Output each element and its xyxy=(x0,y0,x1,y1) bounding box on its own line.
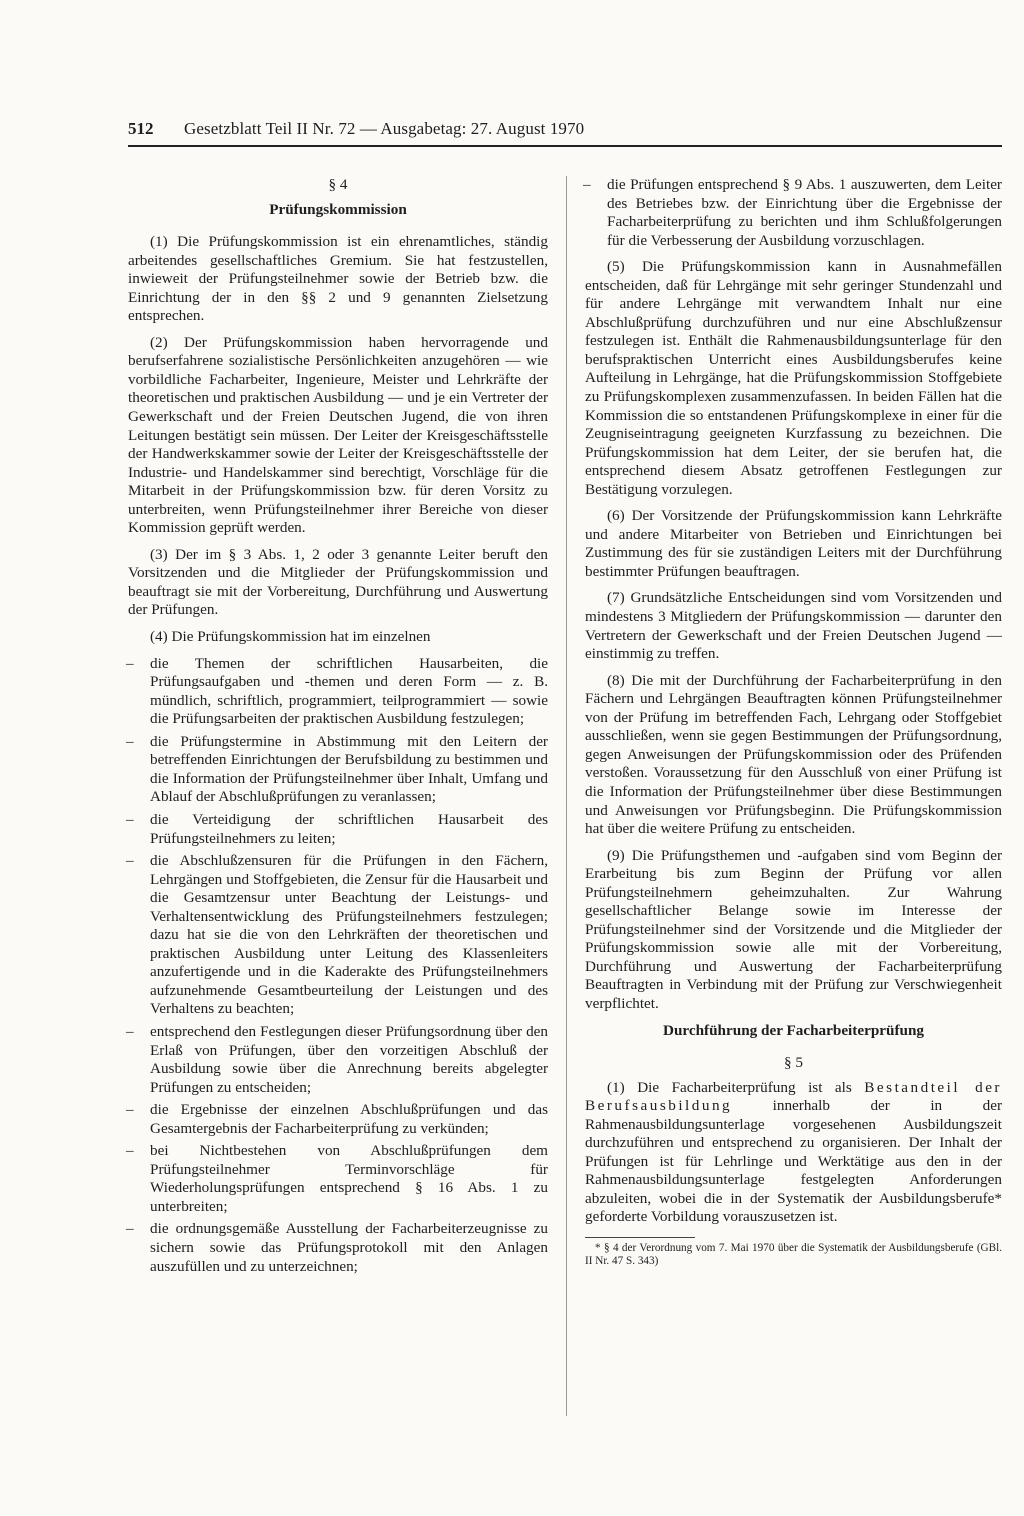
left-column xyxy=(128,176,548,1284)
list-item: – die Themen der schriftlichen Hausarbeiten, die Prüfungsaufgaben und -themen und deren Form — z. B. mündlich, schriftlich, programmiert, teilprogrammiert — sowie die Prüfungsarbeiten der praktischen Ausbildung festzulegen; xyxy=(128,655,548,729)
right-column xyxy=(585,176,1002,1268)
list-item: – die ordnungsgemäße Ausstellung der Facharbeiterzeugnisse zu sichern sowie das Prüfungsprotokoll mit den Anlagen auszufüllen und zu unterzeichnen; xyxy=(128,1220,548,1276)
list-item: – entsprechend den Festlegungen dieser Prüfungsordnung über den Erlaß von Prüfungen, über den vorzeitigen Abschluß der Ausbildung sowie über die Anrechnung bereits abgelegter Prüfungen zu entscheiden; xyxy=(128,1023,548,1097)
section-number: § 4 xyxy=(328,176,348,193)
page-number: 512 xyxy=(128,119,154,138)
section-number: § 5 xyxy=(784,1054,803,1072)
paragraph: (4) Die Prüfungskommission hat im einzelnen xyxy=(150,628,431,646)
list-item: – die Verteidigung der schriftlichen Hausarbeit des Prüfungsteilnehmers zu leiten; xyxy=(128,811,548,848)
duties-list xyxy=(128,655,548,1277)
paragraph: (6) Der Vorsitzende der Prüfungskommission kann Lehrkräfte und andere Mitarbeiter von Betrieben und Einrichtungen bei Zustimmung des für sie zuständigen Leiters mit der Durchführung bestimmter Prüfungen beauftragen. xyxy=(585,507,1002,580)
header-rule xyxy=(128,145,1002,147)
paragraph: (1) Die Prüfungskommission ist ein ehrenamtliches, ständig arbeitendes gesellschaftliches Gremium. Sie hat festzustellen, inwieweit der Prüfungsteilnehmer sowie der Betrieb bzw. die Einrichtung der in den §§ 2 und 9 genannten Zielsetzung entsprechen. xyxy=(128,233,548,325)
paragraph: (8) Die mit der Durchführung der Facharbeiterprüfung in den Fächern und Lehrgängen Beauftragten können Prüfungsteilnehmer von der Prüfung im betreffenden Fach, Lehrgang oder Stoffgebiet ausschließen, wenn sie gegen Bestimmungen der Prüfungsordnung, gegen Anweisungen der Prüfungskommission oder des Prüfenden verstoßen. Voraussetzung für den Ausschluß von einer Prüfung ist die Information der Prüfungsteilnehmer über diese Bestimmungen und Anweisungen vor Prüfungsbeginn. Die Prüfungskommission hat über die weitere Prüfung zu entscheiden. xyxy=(585,671,1002,838)
paragraph-text: innerhalb der in der Rahmenausbildungsunterlage vorgesehenen Ausbildungszeit durchzuführen und entsprechend zu organisieren. Der Inhalt der Prüfungen ist für Lehrlinge und Werktätige aus den in der Rahmenausbildungsunterlage festgelegten Anforderungen abzuleiten, wobei die in der Systematik der Ausbildungsberufe* geforderte Vorbildung vorauszusetzen ist. xyxy=(585,1097,1002,1226)
page-header xyxy=(128,119,1008,139)
paragraph-text: (1) Die Facharbeiterprüfung ist als xyxy=(607,1078,865,1096)
list-item: – die Abschlußzensuren für die Prüfungen in den Fächern, Lehrgängen und Stoffgebieten, die Zensur für die Hausarbeit und die Gesamtzensur unter Beachtung der Leistungs- und Verhaltensentwicklung des Prüfungsteilnehmers festzulegen; dazu hat sie die von den Lehrkräften der theoretischen und praktischen Ausbildung unter Leitung des Klassenleiters anzufertigende und in die Kaderakte des Prüfungsteilnehmers aufzunehmende Gesamtbeurteilung der Leistungen und des Verhaltens zu beachten; xyxy=(128,852,548,1019)
list-item: – die Prüfungen entsprechend § 9 Abs. 1 auszuwerten, dem Leiter des Betriebes bzw. der Einrichtung über die Ergebnisse der Facharbeiterprüfung zu berichten und ihm Schlußfolgerungen für die Verbesserung der Ausbildung vorzuschlagen. xyxy=(585,176,1002,250)
section-title: Prüfungskommission xyxy=(269,200,407,218)
paragraph: (5) Die Prüfungskommission kann in Ausnahmefällen entscheiden, daß für Lehrgänge mit sehr geringer Stundenzahl und für andere Lehrgänge mit verwandtem Inhalt nur eine Abschlußprüfung durchzuführen und nur eine Abschlußzensur festzulegen ist. Enthält die Rahmenausbildungsunterlage für den berufspraktischen Unterricht eines Ausbildungsberufes keine Aufteilung in Lehrgänge, hat die Prüfungskommission Stoffgebiete zu Prüfungskomplexen zusammenzufassen. In beiden Fällen hat die Kommission die so entstandenen Prüfungskomplexe in einer für die Zeugniseintragung geeigneten Kurzfassung zu bezeichnen. Die Prüfungskommission hat dem Leiter, der sie berufen hat, die entsprechend diesem Absatz getroffenen Festlegungen zur Bestätigung vorzulegen. xyxy=(585,258,1002,498)
list-item: – bei Nichtbestehen von Abschlußprüfungen dem Prüfungsteilnehmer Terminvorschläge für Wiederholungsprüfungen entsprechend § 16 Abs. 1 zu unterbreiten; xyxy=(128,1142,548,1216)
paragraph: (2) Der Prüfungskommission haben hervorragende und berufserfahrene sozialistische Persönlichkeiten anzugehören — wie vorbildliche Facharbeiter, Ingenieure, Meister und Lehrkräfte der theoretischen und praktischen Ausbildung — und je ein Vertreter der Gewerkschaft und der Freien Deutschen Jugend, die von ihren Leitungen bestätigt sein müssen. Der Leiter der Kreisgeschäftsstelle der Handwerkskammer sowie der Leiter der Kreisgeschäftsstelle der Industrie- und Handelskammer sind berechtigt, Vorschläge für die Mitarbeit in der Prüfungskommission bzw. für deren Vorsitz zu unterbreiten, wenn Prüfungsteilnehmer ihrer Bereiche von dieser Kommission geprüft werden. xyxy=(128,333,548,537)
duties-list-continued xyxy=(585,176,1002,250)
column-divider xyxy=(566,176,567,1416)
footnote-rule xyxy=(585,1237,695,1238)
paragraph: (9) Die Prüfungsthemen und -aufgaben sind vom Beginn der Erarbeitung bis zum Beginn der Prüfung vor allen Prüfungsteilnehmern geheimzuhalten. Zur Wahrung gesellschaftlicher Belange sowie im Interesse der Prüfungsteilnehmer sind der Vorsitzende und die Mitglieder der Prüfungskommission sowie alle mit der Vorbereitung, Durchführung und Auswertung der Facharbeiterprüfung Beauftragten in Verbindung mit der Prüfung zur Verschwiegenheit verpflichtet. xyxy=(585,846,1002,1012)
paragraph xyxy=(585,1079,1002,1227)
paragraph: (3) Der im § 3 Abs. 1, 2 oder 3 genannte Leiter beruft den Vorsitzenden und die Mitglieder der Prüfungskommission und beauftragt sie mit der Vorbereitung, Durchführung und Auswertung der Prüfungen. xyxy=(128,545,548,619)
list-item: – die Ergebnisse der einzelnen Abschlußprüfungen und das Gesamtergebnis der Facharbeiterprüfung zu verkünden; xyxy=(128,1101,548,1138)
paragraph: (7) Grundsätzliche Entscheidungen sind vom Vorsitzenden und mindestens 3 Mitgliedern der Prüfungskommission — darunter den Vertretern der Gewerkschaft und der Freien Deutschen Jugend — einstimmig zu treffen. xyxy=(585,589,1002,663)
footnote: * § 4 der Verordnung vom 7. Mai 1970 über die Systematik der Ausbildungsberufe (GBl. II Nr. 47 S. 343) xyxy=(585,1241,1002,1267)
header-title: Gesetzblatt Teil II Nr. 72 — Ausgabetag: 27. August 1970 xyxy=(184,119,585,138)
spaced-emphasis: Bestandteil der Berufsausbildung xyxy=(585,1078,1002,1115)
subheading: Durchführung der Facharbeiterprüfung xyxy=(662,1021,924,1039)
list-item: – die Prüfungstermine in Abstimmung mit den Leitern der betreffenden Einrichtungen der Berufsbildung zu bestimmen und die Information der Prüfungsteilnehmer über Inhalt, Umfang und Ablauf der Abschlußprüfungen zu veranlassen; xyxy=(128,733,548,807)
